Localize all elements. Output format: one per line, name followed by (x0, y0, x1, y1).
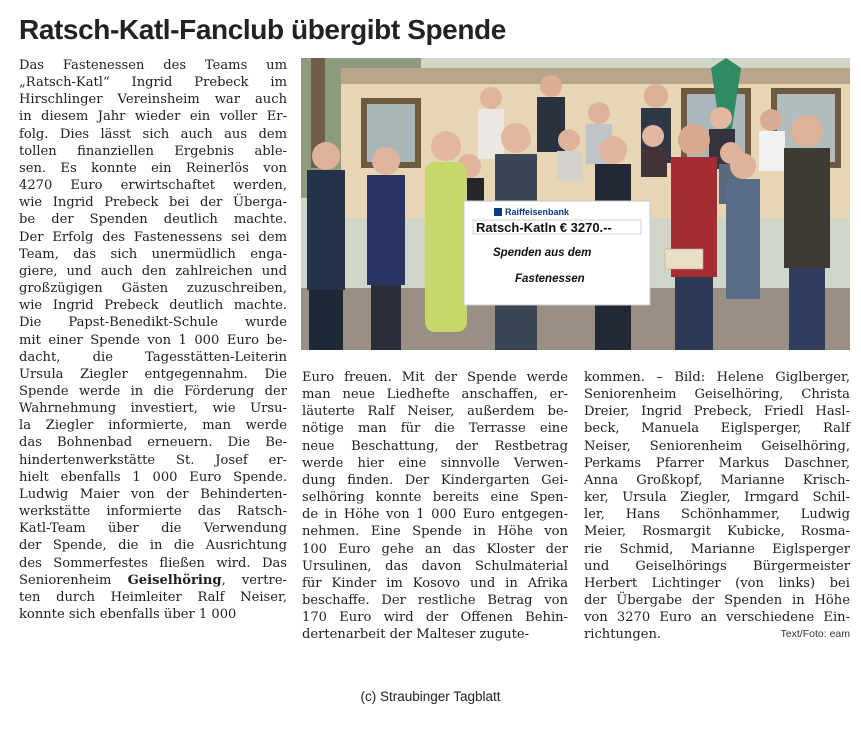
text-line: des Sommerfestes fließen wird. Das (19, 555, 287, 571)
text-line: dertenarbeit der Malteser zugute- (302, 627, 530, 643)
text-line: rie Schmid, Marianne Eiglsperger (584, 541, 850, 557)
text-line: der Spende, die in die Ausrichtung (19, 538, 287, 554)
cheque-purpose-line-1: Spenden aus dem (493, 247, 592, 259)
text-line: mit einer Spende von 1 000 Euro be- (19, 332, 287, 348)
text-line: 170 Euro wird der Offenen Behin- (302, 610, 568, 626)
text-line: Der Erfolg des Fastenessens sei dem (19, 229, 287, 245)
text-line: Euro freuen. Mit der Spende werde (302, 370, 568, 385)
text-line: Spende werde in die Förderung der (19, 383, 287, 399)
text-line: ler, Hans Schönhammer, Ludwig (584, 507, 850, 523)
text-line: hielt ebenfalls 1 000 Euro Spende. (19, 469, 287, 485)
text-line: Ursula Ziegler entgegennahm. Die (19, 366, 287, 382)
photo-credit: Text/Foto: eam (780, 628, 850, 641)
text-line: Wahrnehmung investiert, wie Ursu- (19, 401, 287, 417)
cheque-amount: Ratsch-Katln € 3270.-- (476, 220, 612, 235)
text-line: man neue Liedhefte anschaffen, er- (302, 387, 568, 403)
text-line: beschaffe. Der restliche Betrag von (302, 593, 568, 609)
text-line: von 3270 Euro an verschiedene Ein- (584, 610, 850, 626)
text-line: werde hier eine sinnvolle Verwen- (302, 455, 568, 471)
text-line: Meier, Rosmargit Kubicke, Rosma- (584, 524, 850, 540)
text-line: der Übergabe der Spenden in Höhe (584, 593, 850, 609)
text-line: tollen finanziellen Ergebnis able- (19, 143, 287, 159)
text-line: kommen. – Bild: Helene Giglberger, (584, 370, 850, 385)
text-line: Seniorenheim Geiselhöring, vertre- (19, 572, 287, 588)
text-line: wie Ingrid Prebeck bei der Überga- (19, 195, 287, 211)
article-column-2 (302, 369, 568, 644)
text-line: Ludwig Maier von der Behinderten- (19, 486, 287, 502)
text-line: Seniorenheim Geiselhöring, Christa (584, 387, 850, 403)
text-line: nötige man für die Terrasse eine (302, 421, 568, 437)
text-line: nehmen. Eine Spende in Höhe von (302, 524, 568, 540)
text-line: de in Höhe von 1 000 Euro entgegen- (302, 507, 568, 523)
text-line: für Kinder im Kosovo und in Afrika (302, 575, 568, 591)
text-line: wie Ingrid Prebeck deutlich machte. (19, 298, 287, 314)
text-line: Team, das sich unermüdlich enga- (19, 246, 287, 262)
text-line: beck, Manuela Eiglsperger, Ralf (584, 421, 850, 437)
text-line: dacht, die Tagesstätten-Leiterin (19, 349, 287, 365)
cheque-purpose-line-2: Fastenessen (515, 273, 585, 285)
text-line: ker, Ursula Ziegler, Irmgard Schil- (584, 490, 850, 506)
text-line: werkstätte informierte das Ratsch- (19, 504, 287, 520)
text-line: neue Beschattung, der Restbetrag (302, 438, 568, 454)
text-line: folg. Dies lässt sich auch aus dem (19, 126, 287, 142)
text-line: selhöring konnte bereits eine Spen- (302, 490, 568, 506)
text-line: la Ziegler informierte, man werde (19, 418, 287, 434)
text-line: das Bohnenbad erneuern. Die Be- (19, 435, 287, 451)
text-line: „Ratsch-Katl“ Ingrid Prebeck im (19, 75, 287, 91)
copyright-notice: (c) Straubinger Tagblatt (360, 689, 501, 704)
text-line: konnte sich ebenfalls über 1 000 (19, 607, 237, 622)
text-line: 100 Euro gehe an das Kloster der (302, 541, 568, 557)
text-line: Neiser, Seniorenheim Geiselhöring, (584, 438, 850, 454)
text-line: Ursulinen, das davon Schulmaterial (302, 558, 568, 574)
text-line: großzügigen Gästen zuzuschreiben, (19, 281, 287, 297)
text-fragment: , vertre- (221, 572, 287, 588)
text-line: Dreier, Ingrid Prebeck, Friedl Hasl- (584, 404, 850, 420)
bold-place-name: Geiselhöring (127, 572, 222, 588)
text-line: Die Papst-Benedikt-Schule wurde (19, 315, 287, 331)
text-line: sen. Es konnte ein Reinerlös von (19, 160, 287, 176)
text-line: Herbert Lichtinger (von links) bei (584, 575, 850, 591)
text-line: ten durch Heimleiter Ralf Neiser, (19, 589, 287, 605)
text-line: Katl-Team über die Verwendung (19, 521, 287, 537)
text-line: und Geiselhörings Bürgermeister (584, 558, 850, 574)
text-line: be der Spenden deutlich machte. (19, 212, 287, 228)
text-line: Das Fastenessen des Teams um (19, 58, 287, 73)
text-line: 4270 Euro erwirtschaftet werden, (19, 178, 287, 194)
text-line: dung finden. Der Kindergarten Gei- (302, 472, 568, 488)
text-line: giere, und auch den zahlreichen und (19, 263, 287, 279)
article-column-1 (19, 57, 287, 623)
text-line: hindertenwerkstätte St. Josef er- (19, 452, 287, 468)
text-line: Anna Großkopf, Marianne Krisch- (584, 472, 850, 488)
article-headline: Ratsch-Katl-Fanclub übergibt Spende (19, 14, 506, 45)
text-line: in diesem Jahr wieder ein voller Er- (19, 109, 287, 125)
text-line: läuterte Ralf Neiser, außerdem be- (302, 404, 568, 420)
text-line: Hirschlinger Vereinsheim war auch (19, 92, 287, 108)
cheque-bank-label: Raiffeisenbank (505, 207, 570, 217)
text-line: Perkams Pfarrer Markus Daschner, (584, 455, 850, 471)
article-photo (301, 58, 850, 350)
article-column-3 (584, 369, 850, 644)
text-line: richtungen. Text/Foto: eam (584, 627, 850, 643)
